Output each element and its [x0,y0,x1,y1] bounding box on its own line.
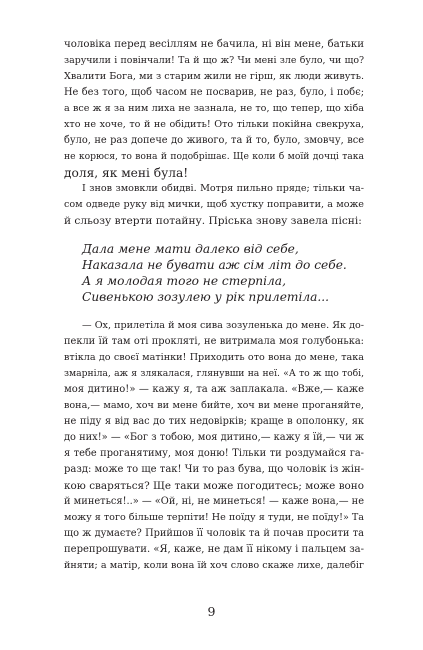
text-line: що ж думаєте? Прийшов її чоловік та й почав просити та [64,528,364,539]
text-line: доля, як мені була! [64,166,189,180]
text-line: Хвалити Бога, ми з старим жили не гірш, як люди живуть. [64,71,364,82]
verse-line: Наказала не бувати аж сім літ до себе. [82,258,347,272]
text-line: Не без того, щоб часом не посварив, не раз, було, і побє; [64,87,364,98]
text-line: заручили і повінчали! Та й що ж? Чи мені зле було, чи що? [64,55,364,66]
verse-line: А я молодая того не стерпіла, [82,274,286,288]
text-line: й минеться!..» — «Ой, ні, не минеться! — каже вона,— не [64,496,364,507]
verse-line: Дала мене мати далеко від себе, [82,242,299,256]
text-line: хто не хоче, то й не обідить! Ото тільки покійна свекруха, [64,119,364,130]
text-line: не корюся, то вона й подобрішає. Ще коли б моїй дочці така [64,151,364,162]
text-line: втікла до своєї матінки! Приходить ото вона до мене, така [64,352,364,363]
page-number: 9 [207,604,216,619]
text-line: до них!» — «Бог з тобою, моя дитино,— кажу я їй,— чи ж [64,432,364,443]
text-line: разд: може то ще так! Чи то раз бува, що чоловік із жін- [64,464,364,475]
text-line: кою сваряться? Ще таки може погодитесь; може воно [64,480,364,492]
text-line: можу я того більше терпіти! Не поїду я туди, не поїду!» Та [64,512,364,523]
text-line: а все ж я за ним лиха не зазнала, не то, що тепер, що хіба [64,103,364,114]
text-line: моя дитино!» — кажу я, та аж заплакала. «Вже,— каже [64,384,364,395]
text-line: І знов змовкли обидві. Мотря пильно пряде; тільки ча- [82,183,364,194]
text-line: вона,— мамо, хоч ви мене бийте, хоч ви мене проганяйте, [64,400,364,411]
text-line: й сльозу втерти потайну. Пріська знову завела пісні: [64,215,362,227]
text-line: не піду я від вас до тих недовірків; краще в ополонку, як [64,416,364,427]
text-line: було, не раз допече до живого, та й то, було, змовчу, все [64,135,364,146]
text-line: перепрошувати. «Я, каже, не дам її нікому і пальцем за- [64,544,364,555]
text-line: йняти; а матір, коли вона їй хоч слово скаже лихе, далебіг [64,560,364,571]
text-line: чоловіка перед весіллям не бачила, ні він мене, батьки [64,39,364,50]
text-line: — Ох, прилетіла й моя сива зозуленька до мене. Як до- [82,320,364,331]
text-line: я тебе проганятиму, моя доню! Тільки ти роздумайся га- [64,448,364,459]
text-line: пекли їй там оті проклятi, не витримала моя голубонька: [64,336,364,347]
text-line: змарніла, аж я злякалася, глянувши на неї. «А то ж що тобі, [64,368,364,379]
verse-line: Сивенькою зозулею у рік прилетіла... [82,290,330,304]
text-line: сом одведе руку від мички, щоб хустку поправити, а може [64,199,364,210]
